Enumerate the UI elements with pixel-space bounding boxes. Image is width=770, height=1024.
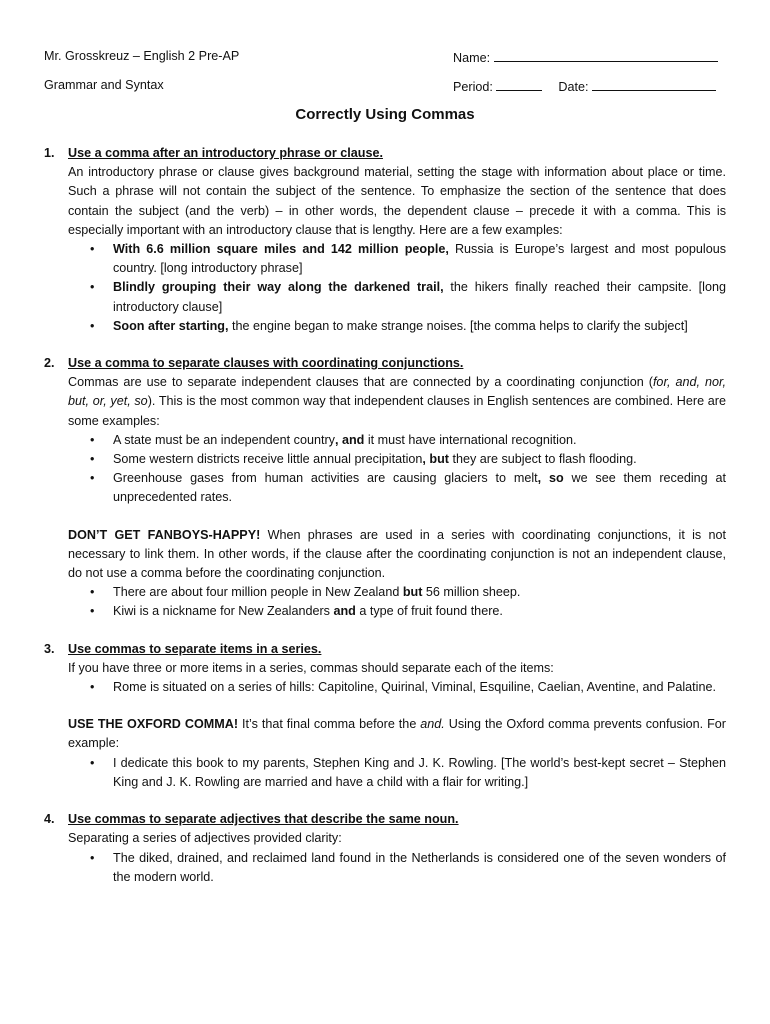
- example-list: [68, 583, 726, 621]
- content: [44, 144, 726, 887]
- section-paragraph: Commas are use to separate independent clauses that are connected by a coordinating conjunction (for, and, nor, but, or, yet, so). This is the most common way that independent clauses in English sentences are combined. Here are some examples:: [68, 375, 727, 428]
- section-number: 2.: [44, 356, 55, 371]
- section-1: [44, 144, 726, 336]
- list-item: • Kiwi is a nickname for New Zealanders and a type of fruit found there.: [68, 602, 726, 621]
- list-item: • With 6.6 million square miles and 142 million people, Russia is Europe’s largest and most populous country. [long introductory phrase]: [68, 240, 726, 278]
- example-list: [68, 431, 726, 508]
- section-number: 1.: [44, 146, 55, 160]
- example-list: [68, 678, 726, 697]
- section-paragraph: Separating a series of adjectives provided clarity:: [68, 831, 342, 846]
- section-heading: Use a comma to separate clauses with coordinating conjunctions.: [68, 356, 464, 371]
- name-label: Name:: [453, 51, 491, 65]
- list-item: • The diked, drained, and reclaimed land found in the Netherlands is considered one of the seven wonders of the modern world.: [68, 849, 726, 887]
- list-item: • I dedicate this book to my parents, Stephen King and J. K. Rowling. [The world’s best-kept secret – Stephen King and J. K. Rowling are married and have a child with a flair for writing.]: [68, 754, 726, 792]
- list-item: • Some western districts receive little annual precipitation, but they are subject to flash flooding.: [68, 450, 726, 469]
- section-paragraph: If you have three or more items in a series, commas should separate each of the items:: [68, 660, 554, 675]
- list-item: • A state must be an independent country, and it must have international recognition.: [68, 431, 726, 450]
- list-item: • Rome is situated on a series of hills: Capitoline, Quirinal, Viminal, Esquiline, Caelian, Aventine, and Palatine.: [68, 678, 726, 697]
- section-3: [44, 640, 726, 792]
- section-2: [44, 354, 726, 622]
- section-number: 3.: [44, 641, 55, 656]
- list-item: • Greenhouse gases from human activities are causing glaciers to melt, so we see them receding at unprecedented rates.: [68, 469, 726, 507]
- period-blank: [496, 77, 542, 91]
- name-field: [453, 48, 718, 66]
- fanboys-note: DON’T GET FANBOYS-HAPPY! When phrases are used in a series with coordinating conjunctions, it is not necessary to link them. In other words, if the clause after the coordinating conjunction is not an independent clause, do not use a comma before the coordinating conjunction.: [68, 527, 726, 581]
- name-blank: [494, 48, 718, 62]
- date-label: Date:: [558, 80, 589, 94]
- section-number: 4.: [44, 812, 55, 827]
- period-label: Period:: [453, 80, 493, 94]
- list-item: • There are about four million people in New Zealand but 56 million sheep.: [68, 583, 726, 602]
- example-list: [68, 754, 726, 792]
- page-title: Correctly Using Commas: [295, 106, 475, 123]
- section-4: [44, 810, 726, 887]
- example-list: [68, 849, 726, 887]
- section-heading: Use commas to separate adjectives that describe the same noun.: [68, 812, 459, 827]
- list-item: • Blindly grouping their way along the darkened trail, the hikers finally reached their campsite. [long introductory clause]: [68, 278, 726, 316]
- date-blank: [592, 77, 716, 91]
- oxford-comma-note: USE THE OXFORD COMMA! It’s that final comma before the and. Using the Oxford comma prevents confusion. For example:: [68, 717, 726, 751]
- section-heading: Use commas to separate items in a series.: [68, 641, 322, 656]
- teacher-course: Mr. Grosskreuz – English 2 Pre-AP: [44, 49, 240, 63]
- example-list: [68, 240, 726, 336]
- period-date-field: [453, 77, 716, 95]
- section-paragraph: An introductory phrase or clause gives background material, setting the stage with information about place or time. Such a phrase will not contain the subject of the sentence. To emphasize the section of the sentence that does contain the subject (and the verb) – in other words, the dependent clause – precede it with a comma. This is especially important with an introductory clause that is lengthy. Here are a few examples:: [68, 165, 726, 237]
- section-heading: Use a comma after an introductory phrase or clause.: [68, 146, 383, 160]
- list-item: • Soon after starting, the engine began to make strange noises. [the comma helps to clarify the subject]: [68, 317, 726, 336]
- topic: Grammar and Syntax: [44, 78, 164, 92]
